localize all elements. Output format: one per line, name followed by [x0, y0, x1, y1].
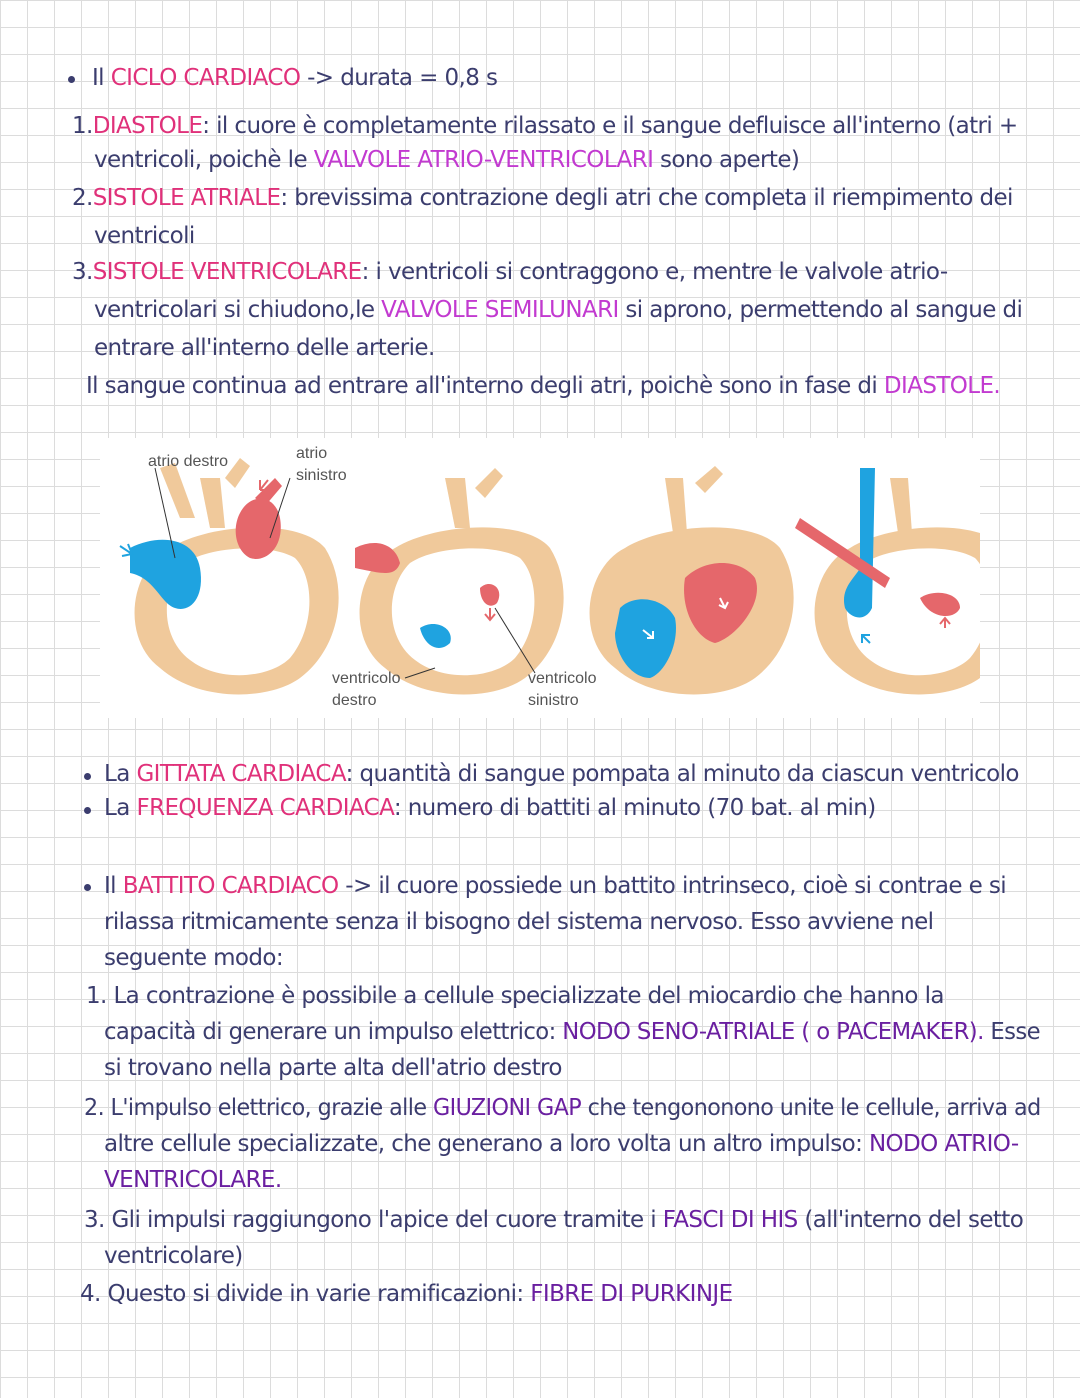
heart-sistole-ventricolare [590, 466, 794, 694]
nodo-av-term: NODO ATRIO- [868, 1131, 1019, 1157]
label-atrio-sinistro-1: atrio [296, 445, 328, 462]
beat-step2-line1: 2. L'impulso elettrico, grazie alle GIUZIONI GAP che tengononono unite le cellule, arriva ad [84, 1095, 1041, 1121]
nodo-seno-atriale-term: NODO SENO-ATRIALE ( o PACEMAKER). [562, 1019, 984, 1045]
cycle-term: CICLO CARDIACO [110, 65, 301, 91]
label-atrio-sinistro-2: sinistro [296, 467, 347, 484]
giunzioni-gap-term: GIUZIONI GAP [432, 1095, 582, 1121]
bullet [84, 807, 91, 814]
frequenza-line: La FREQUENZA CARDIACA: numero di battiti al minuto (70 bat. al min) [104, 795, 876, 821]
fasci-his-term: FASCI DI HIS [662, 1207, 798, 1233]
sistole-ventricolare-line-3: entrare all'interno delle arterie. [94, 335, 435, 361]
beat-step1-line3: si trovano nella parte alta dell'atrio destro [104, 1055, 562, 1081]
diastole-line-1: 1.DIASTOLE: il cuore è completamente rilassato e il sangue defluisce all'interno (atri + [72, 113, 1018, 139]
sistole-atriale-line-2: ventricoli [94, 223, 195, 249]
gittata-line: La GITTATA CARDIACA: quantità di sangue pompata al minuto da ciascun ventricolo [104, 761, 1019, 787]
sistole-atriale-line-1: 2.SISTOLE ATRIALE: brevissima contrazione degli atri che completa il riempimento dei [72, 185, 1013, 211]
beat-line-2: rilassa ritmicamente senza il bisogno del sistema nervoso. Esso avviene nel [104, 909, 934, 935]
beat-term: BATTITO CARDIACO [122, 873, 339, 899]
sistole-atriale-term: SISTOLE ATRIALE [92, 185, 281, 211]
frequenza-term: FREQUENZA CARDIACA [136, 795, 394, 821]
beat-step2-line2: altre cellule specializzate, che generano a loro volta un altro impulso: NODO ATRIO- [104, 1131, 1019, 1157]
cycle-note: Il sangue continua ad entrare all'interno degli atri, poichè sono in fase di DIASTOLE. [86, 373, 1001, 399]
gittata-term: GITTATA CARDIACA [136, 761, 346, 787]
label-ventricolo-sinistro-1: ventricolo [528, 670, 597, 687]
heart-diagrams [100, 438, 980, 718]
beat-line-3: seguente modo: [104, 945, 284, 971]
bullet [84, 884, 91, 891]
diastole-line-2: ventricoli, poichè le VALVOLE ATRIO-VENTRICOLARI sono aperte) [94, 147, 800, 173]
bullet [84, 773, 91, 780]
beat-step4-line: 4. Questo si divide in varie ramificazioni: FIBRE DI PURKINJE [80, 1281, 733, 1307]
cycle-title: Il CICLO CARDIACO -> durata = 0,8 s [92, 65, 498, 91]
heart-sistole-atriale [355, 468, 564, 694]
bullet [68, 76, 75, 83]
beat-step1-line2: capacità di generare un impulso elettrico: NODO SENO-ATRIALE ( o PACEMAKER). Esse [104, 1019, 1041, 1045]
label-ventricolo-sinistro-2: sinistro [528, 692, 579, 709]
nodo-av-term-2: VENTRICOLARE. [104, 1167, 282, 1193]
diastole-term: DIASTOLE [92, 113, 203, 139]
heart-diastole [120, 458, 339, 694]
label-ventricolo-destro-2: destro [332, 692, 377, 709]
label-atrio-destro: atrio destro [148, 453, 229, 470]
valvole-semilunari-term: VALVOLE SEMILUNARI [381, 297, 619, 323]
sistole-ventricolare-line-1: 3.SISTOLE VENTRICOLARE: i ventricoli si contraggono e, mentre le valvole atrio- [72, 259, 948, 285]
sistole-ventricolare-line-2: ventricolari si chiudono,le VALVOLE SEMILUNARI si aprono, permettendo al sangue di [94, 297, 1023, 323]
diastole-note-term: DIASTOLE. [883, 373, 1001, 399]
valvole-av-term: VALVOLE ATRIO-VENTRICOLARI [313, 147, 654, 173]
sistole-ventricolare-term: SISTOLE VENTRICOLARE [92, 259, 362, 285]
beat-step1-line1: 1. La contrazione è possibile a cellule specializzate del miocardio che hanno la [86, 983, 944, 1009]
label-ventricolo-destro-1: ventricolo [332, 670, 401, 687]
beat-step3-line1: 3. Gli impulsi raggiungono l'apice del cuore tramite i FASCI DI HIS (all'interno del setto [84, 1207, 1024, 1233]
beat-step3-line2: ventricolare) [104, 1243, 243, 1269]
heart-cycle-figure [100, 438, 980, 718]
heart-eiezione [795, 468, 980, 694]
purkinje-term: FIBRE DI PURKINJE [530, 1281, 733, 1307]
beat-step2-line3 [104, 1166, 282, 1194]
beat-line-1: Il BATTITO CARDIACO -> il cuore possiede un battito intrinseco, cioè si contrae e si [104, 873, 1007, 899]
